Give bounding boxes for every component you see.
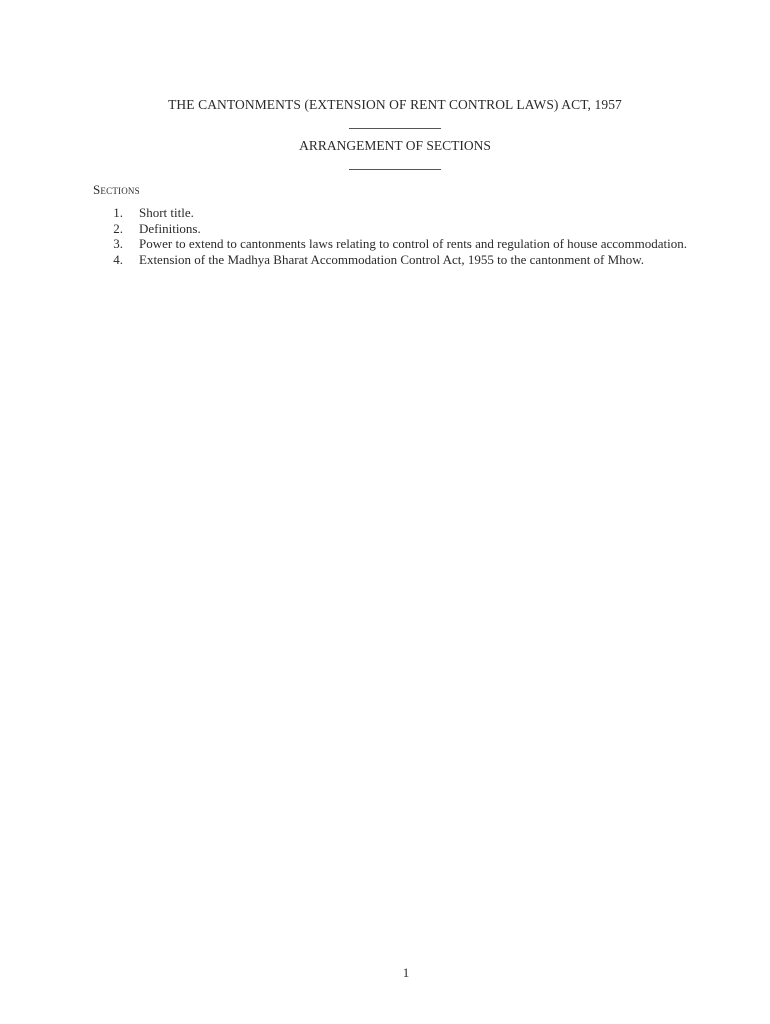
- title-divider: [349, 128, 441, 129]
- section-number: 1.: [113, 205, 123, 220]
- section-title: Short title.: [139, 205, 194, 220]
- section-item: [93, 221, 713, 237]
- section-item: [93, 236, 713, 252]
- section-number: 4.: [113, 251, 123, 267]
- page-number: 1: [402, 965, 410, 980]
- section-number: 3.: [113, 236, 123, 251]
- section-title: Definitions.: [139, 220, 201, 236]
- heading-divider: [349, 169, 441, 170]
- sections-label: Sections: [93, 182, 140, 197]
- section-item: [93, 252, 713, 268]
- act-title: THE CANTONMENTS (EXTENSION OF RENT CONTROL LAWS) ACT, 1957: [168, 97, 622, 112]
- sections-list: [93, 205, 713, 267]
- section-number: 2.: [113, 220, 123, 236]
- section-item: [93, 205, 713, 221]
- section-title: Power to extend to cantonments laws relating to control of rents and regulation of house accommodation.: [139, 236, 688, 251]
- section-title: Extension of the Madhya Bharat Accommodation Control Act, 1955 to the cantonment of Mhow.: [139, 251, 644, 267]
- arrangement-heading: ARRANGEMENT OF SECTIONS: [299, 138, 491, 153]
